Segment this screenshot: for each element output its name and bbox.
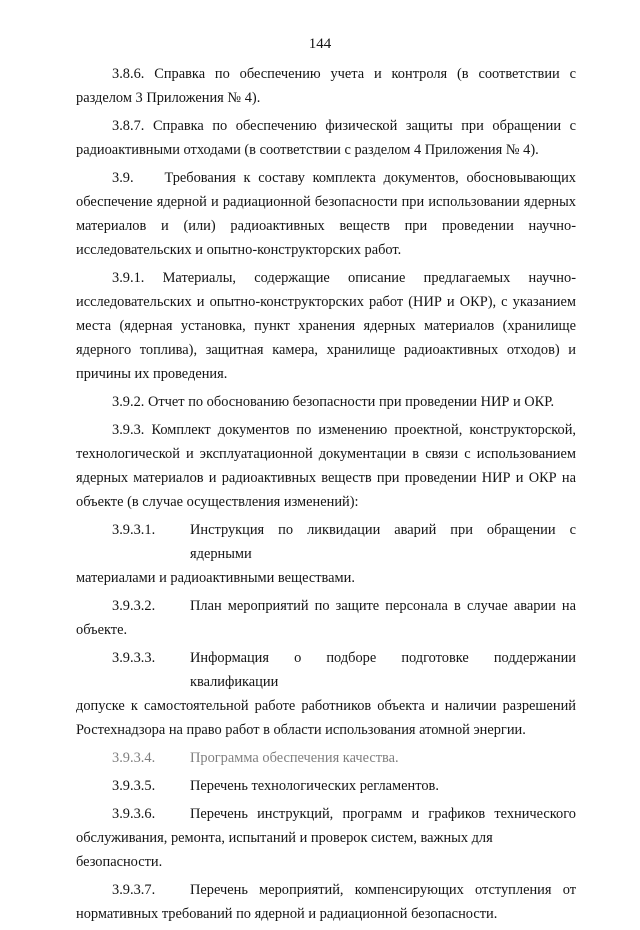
item-number: 3.9.2. [112,394,145,410]
paragraph-3-9-3 [76,418,576,514]
item-text: Комплект документов по изменению проектной, конструкторской, технологической и эксплуатационной документации в связи с использованием ядерных материалов и радиоактивных веществ при проведении НИР и ОКР на объекте (в случае осуществления изменений): [76,422,576,510]
paragraph-3-8-7 [76,114,576,162]
item-text: Требования к составу комплекта документов, обосновывающих обеспечение ядерной и радиационной безопасности при использовании ядерных материалов и (или) радиоактивных веществ при проведении научно-исследовательских и опытно-конструкторских работ. [76,170,576,258]
subitem-number: 3.9.3.4. [112,750,156,766]
subitem-number: 3.9.3.2. [112,598,156,614]
subitem-3-9-3-2 [76,594,576,642]
subitem-3-9-3-6 [76,802,576,874]
subitem-text-first-line: Информация о подборе подготовке поддержании квалификации [190,650,576,690]
item-number: 3.8.6. [112,66,145,82]
item-number: 3.9.1. [112,270,145,286]
subitem-number: 3.9.3.6. [112,806,156,822]
subitem-number: 3.9.3.7. [112,882,156,898]
document-body [76,62,576,930]
subitem-number: 3.9.3.3. [112,650,156,666]
subitem-text-first-line: Перечень мероприятий, компенсирующих отступления от [190,882,576,898]
subitem-3-9-3-7 [76,878,576,926]
subitem-text-continuation: допуске к самостоятельной работе работников объекта и наличии разрешений Ростехнадзора на право работ в области использования атомной энергии. [76,698,576,738]
subitem-3-9-3-5 [76,774,576,798]
item-number: 3.9. [112,170,134,186]
item-text: Справка по обеспечению учета и контроля (в соответствии с разделом 3 Приложения № 4). [76,66,576,106]
subitem-text-continuation: обслуживания, ремонта, испытаний и проверок систем, важных для безопасности. [76,830,493,870]
subitem-number: 3.9.3.5. [112,778,156,794]
page-number: 144 [308,36,332,52]
subitem-text-continuation: материалами и радиоактивными веществами. [76,570,355,586]
subitem-text-continuation: объекте. [76,622,128,638]
item-text: Отчет по обоснованию безопасности при проведении НИР и ОКР. [148,394,555,410]
item-text: Справка по обеспечению физической защиты при обращении с радиоактивными отходами (в соответствии с разделом 4 Приложения № 4). [76,118,576,158]
subitem-3-9-3-4 [76,746,576,770]
item-number: 3.8.7. [112,118,145,134]
paragraph-3-9 [76,166,576,262]
paragraph-3-9-1 [76,266,576,386]
subitem-text-first-line: Перечень инструкций, программ и графиков технического [190,806,576,822]
subitem-3-9-3-1 [76,518,576,590]
subitem-text-first-line: Перечень технологических регламентов. [190,778,439,794]
subitem-text-first-line: Инструкция по ликвидации аварий при обращении с ядерными [190,522,576,562]
subitem-number: 3.9.3.1. [112,522,156,538]
paragraph-3-9-2 [76,390,576,414]
subitem-text-first-line: Программа обеспечения качества. [190,750,399,766]
paragraph-3-8-6 [76,62,576,110]
item-text: Материалы, содержащие описание предлагаемых научно-исследовательских и опытно-конструкторских работ (НИР и ОКР), с указанием места (ядерная установка, пункт хранения ядерных материалов (хранилище ядерного топлива), защитная камера, хранилище радиоактивных отходов) и причины их проведения. [76,270,576,382]
subitem-text-continuation: нормативных требований по ядерной и радиационной безопасности. [76,906,498,922]
subitem-3-9-3-3 [76,646,576,742]
subitem-text-first-line: План мероприятий по защите персонала в случае аварии на [190,598,576,614]
item-number: 3.9.3. [112,422,145,438]
